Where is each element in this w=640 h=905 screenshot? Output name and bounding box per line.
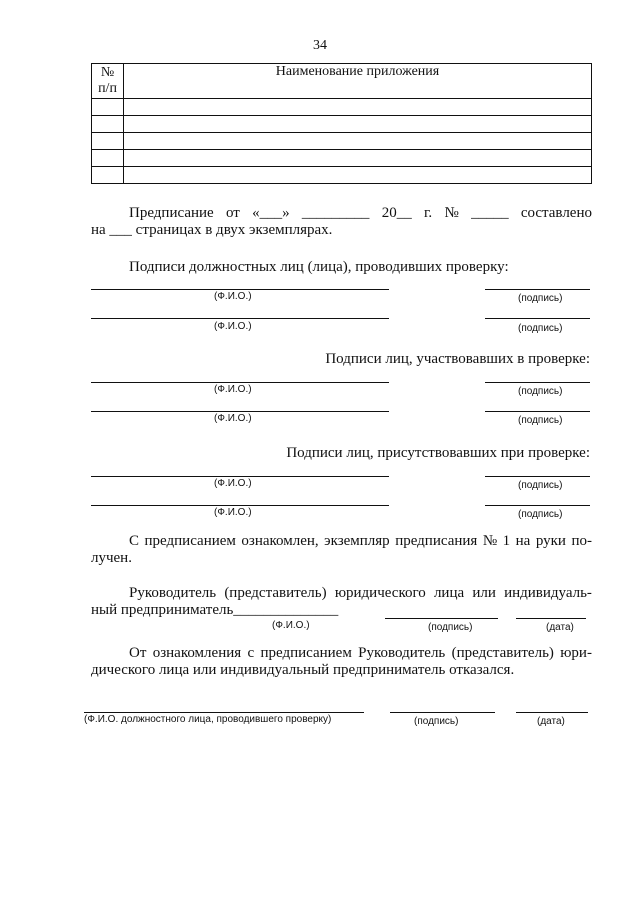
- order-word: Предписание: [129, 205, 214, 221]
- refusal-paragraph: [91, 645, 592, 679]
- acquainted-line-2: лучен.: [91, 550, 132, 566]
- date-caption: (дата): [537, 716, 565, 727]
- fio-line: [91, 476, 389, 477]
- official-fio-line: [84, 712, 364, 713]
- participants-heading: Подписи лиц, участвовавших в проверке:: [325, 351, 590, 367]
- fio-line: [91, 505, 389, 506]
- signature-line: [485, 476, 590, 477]
- fio-caption: (Ф.И.О.): [214, 321, 252, 332]
- signature-caption: (подпись): [518, 293, 563, 304]
- acquainted-line-1: С предписанием ознакомлен, экземпляр предписания № 1 на руки по-: [129, 533, 592, 549]
- signature-line: [485, 289, 590, 290]
- present-heading: Подписи лиц, присутствовавших при проверке:: [286, 445, 590, 461]
- signature-line: [485, 411, 590, 412]
- signature-line: [485, 505, 590, 506]
- fio-caption: (Ф.И.О.): [214, 384, 252, 395]
- fio-caption: (Ф.И.О.): [214, 507, 252, 518]
- official-fio-caption: (Ф.И.О. должностного лица, проводившего проверку): [84, 714, 332, 725]
- fio-caption: (Ф.И.О.): [272, 620, 310, 631]
- table-row: [92, 150, 592, 167]
- order-word: от: [225, 205, 240, 221]
- order-date-day: «___»: [252, 205, 290, 221]
- table-header-row: [92, 64, 592, 99]
- order-line-1: [91, 205, 592, 222]
- order-word: г.: [423, 205, 433, 221]
- appendix-table: [91, 63, 592, 184]
- refusal-line-2: дического лица или индивидуальный предприниматель отказался.: [91, 662, 515, 678]
- table-cell-num: [92, 133, 124, 150]
- page-number: 34: [313, 38, 327, 53]
- signature-line: [390, 712, 495, 713]
- order-word: №: [444, 205, 459, 221]
- order-number: _____: [471, 205, 509, 221]
- signature-line: [485, 382, 590, 383]
- signature-caption: (подпись): [518, 480, 563, 491]
- table-cell-name: [124, 116, 592, 133]
- order-date-month: _________: [301, 205, 370, 221]
- col-number-header: [92, 64, 124, 99]
- head-line-1: Руководитель (представитель) юридического лица или индивидуаль-: [129, 585, 592, 601]
- signature-caption: (подпись): [518, 509, 563, 520]
- fio-line: [91, 411, 389, 412]
- refusal-line-1: От ознакомления с предписанием Руководитель (представитель) юри-: [129, 645, 592, 661]
- order-word: составлено: [520, 205, 592, 221]
- fio-line: [91, 289, 389, 290]
- signature-caption: (подпись): [518, 323, 563, 334]
- signature-line: [485, 318, 590, 319]
- signature-caption: (подпись): [428, 622, 473, 633]
- date-line: [516, 618, 586, 619]
- signature-line: [385, 618, 498, 619]
- fio-caption: (Ф.И.О.): [214, 478, 252, 489]
- signature-caption: (подпись): [414, 716, 459, 727]
- table-cell-name: [124, 133, 592, 150]
- date-line: [516, 712, 588, 713]
- table-row: [92, 133, 592, 150]
- fio-caption: (Ф.И.О.): [214, 291, 252, 302]
- table-cell-num: [92, 167, 124, 184]
- signature-caption: (подпись): [518, 415, 563, 426]
- fio-line: [91, 382, 389, 383]
- table-cell-num: [92, 150, 124, 167]
- table-cell-name: [124, 150, 592, 167]
- inspectors-heading: Подписи должностных лиц (лица), проводивших проверку:: [129, 259, 509, 275]
- fio-caption: (Ф.И.О.): [214, 413, 252, 424]
- col-number-line1: №: [100, 65, 115, 80]
- table-row: [92, 99, 592, 116]
- col-number-line2: п/п: [98, 81, 117, 96]
- table-cell-num: [92, 116, 124, 133]
- fio-line: [91, 318, 389, 319]
- table-cell-name: [124, 99, 592, 116]
- table-row: [92, 116, 592, 133]
- table-row: [92, 167, 592, 184]
- head-paragraph: [91, 585, 592, 619]
- col-name-header: Наименование приложения: [124, 64, 592, 99]
- order-paragraph: [91, 205, 592, 239]
- order-line-2: на ___ страницах в двух экземплярах.: [91, 222, 333, 238]
- order-date-year: 20__: [381, 205, 412, 221]
- signature-caption: (подпись): [518, 386, 563, 397]
- acquainted-paragraph: [91, 533, 592, 567]
- head-line-2: ный предприниматель______________: [91, 602, 339, 618]
- table-cell-name: [124, 167, 592, 184]
- date-caption: (дата): [546, 622, 574, 633]
- table-cell-num: [92, 99, 124, 116]
